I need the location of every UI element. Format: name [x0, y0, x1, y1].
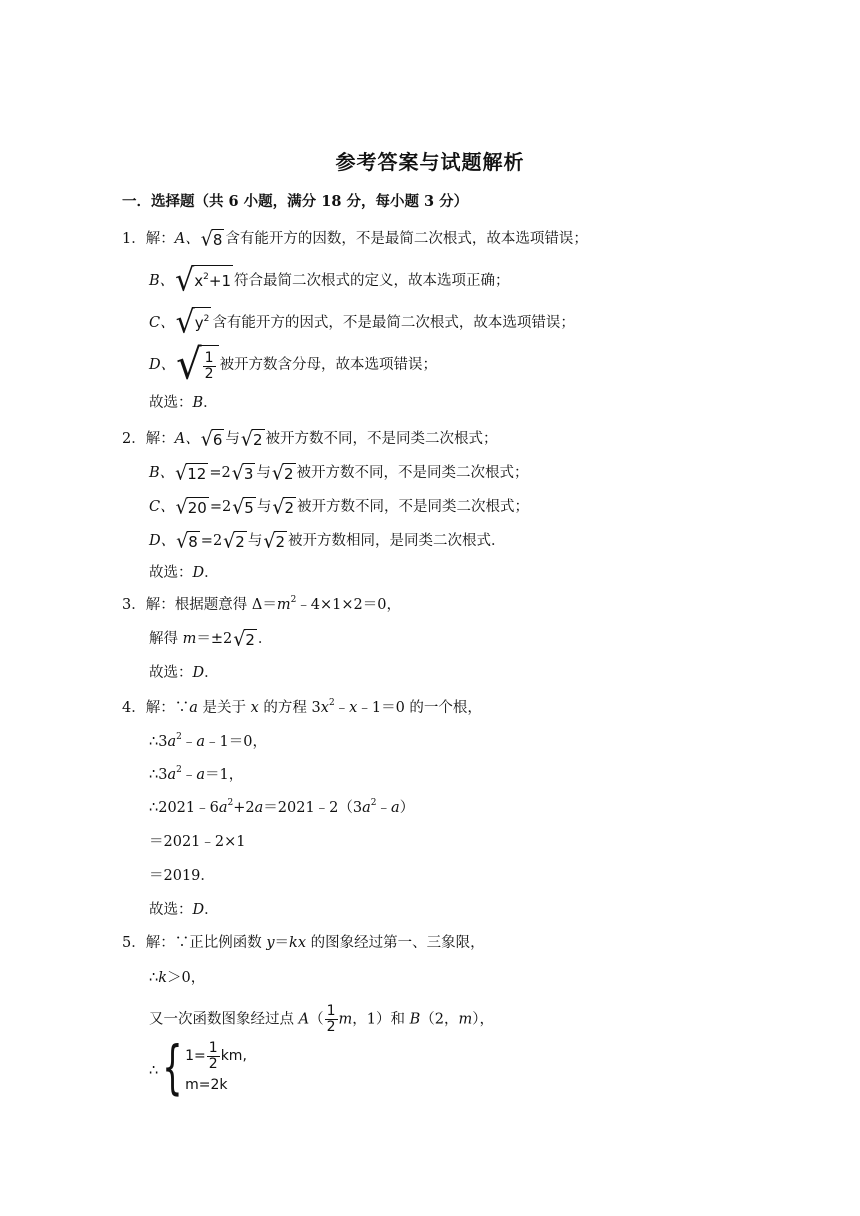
q1-answer: 故选：B． — [149, 395, 218, 411]
q3-line-1: 3．解：根据题意得 $\Delta=m^2﹣4\times 1\times 2=0$， — [122, 595, 402, 613]
q4-answer: 故选：D． — [149, 902, 219, 918]
q2-line-a: 2．解：A、 √ 6 与 √ 2 被开方数不同，不是同类二次根式； — [122, 427, 498, 451]
q1-line-a: 1．解：A、 √ 8 含有能开方的因数，不是最简二次根式，故本选项错误； — [122, 227, 588, 251]
system-row-2: m=2k — [185, 1077, 228, 1093]
left-brace: { — [162, 1033, 183, 1101]
q4-line-6: ＝2019． — [149, 868, 215, 884]
equation-system — [149, 1033, 247, 1101]
q4-line-1: 4．解：∵a 是关于 x 的方程 $3x^2﹣x﹣1=0$ 的一个根， — [122, 698, 482, 716]
q2-line-c: C、 √ 20 =2 √ 5 与 √ 2 被开方数不同，不是同类二次根式； — [149, 495, 529, 519]
q4-line-2: $\therefore 3a^2﹣a﹣1=0$， — [149, 732, 267, 750]
q4-line-5: ＝2021﹣2×1 — [149, 834, 246, 850]
q1-line-d: D、 √ $\frac{1}{2}$ 被开方数含分母，故本选项错误； — [149, 340, 438, 390]
q2-answer: 故选：D． — [149, 565, 219, 581]
section-heading: 一．选择题（共 6 小题，满分 18 分，每小题 3 分） — [122, 193, 469, 210]
q3-line-2: 解得 m＝±2 √ 2 ． — [149, 627, 273, 651]
q4-line-4: $\therefore 2021﹣6a^2+2a=2021﹣2(3a^2﹣a)$ — [149, 798, 415, 816]
sqrt-radical: √ 8 — [200, 227, 223, 251]
page-title: 参考答案与试题解析 — [335, 150, 525, 174]
therefore-symbol: ∴ — [149, 1063, 159, 1079]
q5-line-1: 5．解：∵正比例函数 y＝kx 的图象经过第一、三象限， — [122, 935, 485, 951]
fraction: $\frac{1}{2}$ — [204, 349, 214, 382]
fraction: $\frac{1}{2}$ — [326, 1003, 336, 1035]
q5-line-2: ∴k＞0， — [149, 970, 206, 986]
sqrt-radical: √ $x^2+1$ — [175, 262, 232, 299]
q2-line-d: D、 √ 8 =2 √ 2 与 √ 2 被开方数相同，是同类二次根式． — [149, 529, 506, 553]
q1-line-b: B、 √ $x^2+1$ 符合最简二次根式的定义，故本选项正确； — [149, 262, 510, 299]
sqrt-radical: √ $\frac{1}{2}$ — [176, 344, 218, 386]
q2-line-b: B、 √ 12 =2 √ 3 与 √ 2 被开方数不同，不是同类二次根式； — [149, 461, 529, 485]
q1-line-c: C、 √ $y^2$ 含有能开方的因式，不是最简二次根式，故本选项错误； — [149, 304, 575, 341]
q3-answer: 故选：D． — [149, 665, 219, 681]
system-row-1: 1= $\frac{1}{2}$ km , — [185, 1039, 247, 1072]
q5-line-3: 又一次函数图象经过点 A（ $\frac{1}{2}$ m，1）和 B（2，m）， — [149, 1003, 494, 1035]
sqrt-radical: √ $y^2$ — [175, 304, 210, 341]
q4-line-3: $\therefore 3a^2﹣a=1$， — [149, 765, 244, 783]
